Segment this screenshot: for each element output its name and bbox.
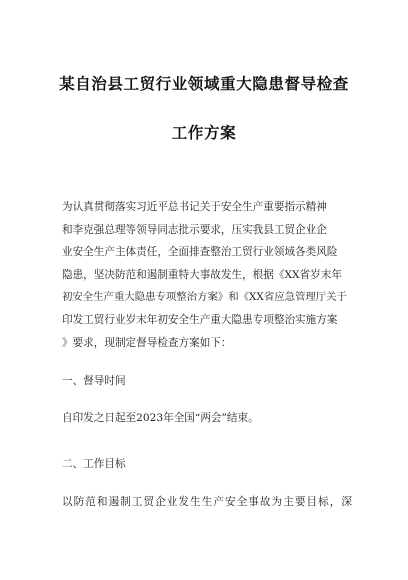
intro-line: 》要求，现制定督导检查方案如下：: [62, 336, 232, 349]
section-1-body: 自印发之日起至2023年全国“两会”结束。: [62, 412, 259, 424]
section-2-body: 以防范和遏制工贸企业发生生产安全事故为主要目标，深: [62, 496, 352, 508]
intro-line: 业安全生产主体责任，全面排查整治工贸行业领域各类风险: [62, 246, 338, 259]
intro-line: 隐患，坚决防范和遏制重特大事故发生，根据《XX省岁末年: [62, 268, 342, 281]
document-title-line-1: 某自治县工贸行业领域重大隐患督导检查: [59, 75, 349, 93]
intro-line: 和李克强总理等领导同志批示要求，压实我县工贸企业企: [62, 223, 327, 236]
section-1-heading: 一、督导时间: [62, 375, 126, 387]
intro-paragraph: [62, 196, 352, 354]
intro-line: 印发工贸行业岁末年初安全生产重大隐患专项整治实施方案: [62, 313, 338, 326]
document-title-line-2: 工作方案: [171, 124, 237, 142]
intro-line: 初安全生产重大隐患专项整治方案》和《XX省应急管理厅关于: [62, 291, 347, 304]
section-2-heading: 二、工作目标: [62, 458, 126, 470]
intro-line: 为认真贯彻落实习近平总书记关于安全生产重要指示精神: [62, 201, 327, 213]
